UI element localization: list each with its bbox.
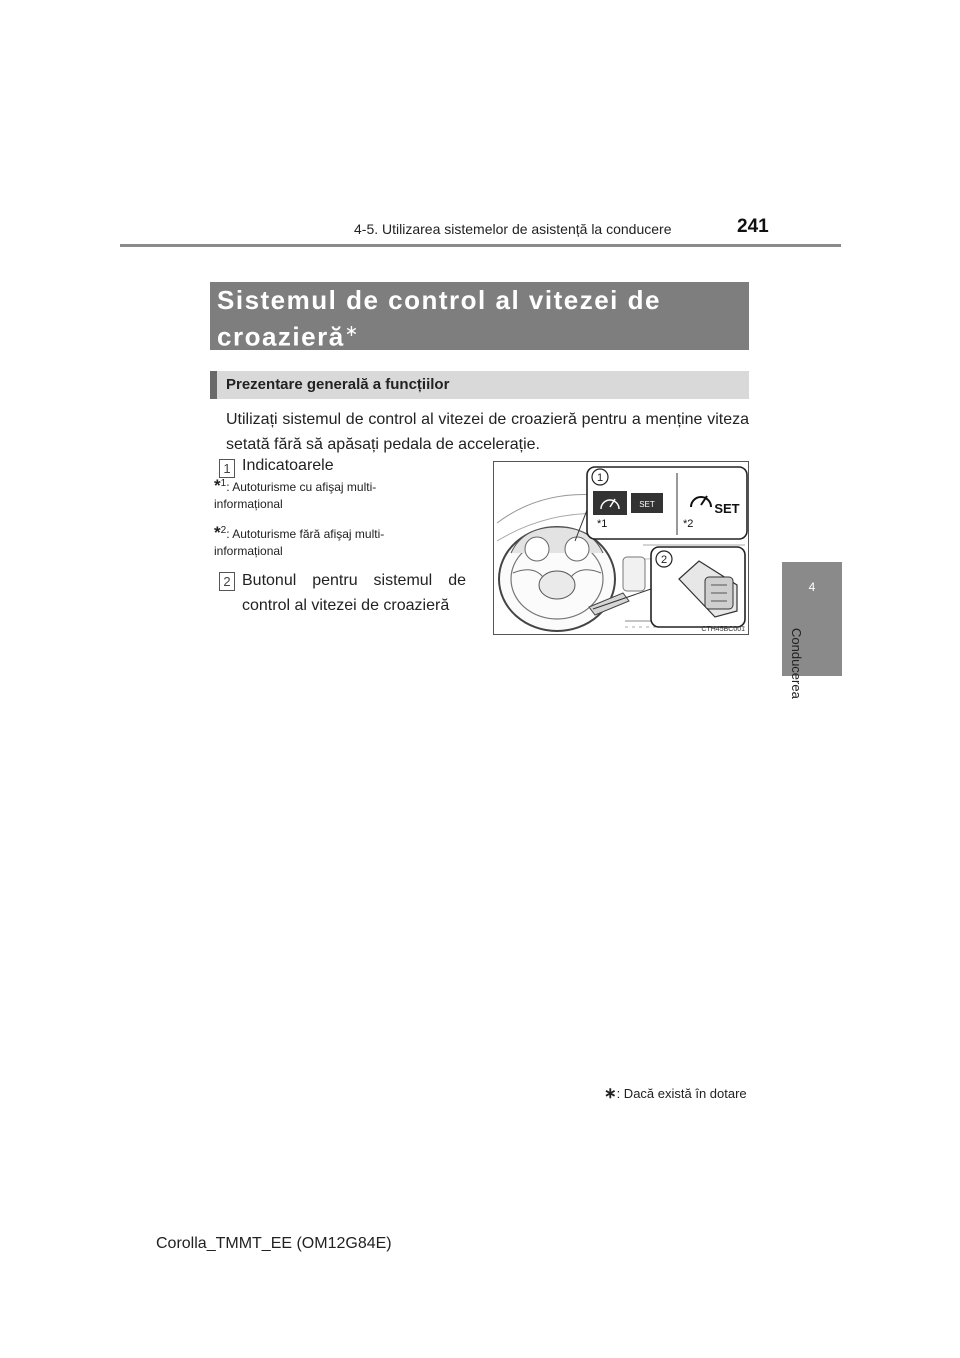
note-2-mark: 2 [220,525,227,536]
page-title-text: Sistemul de control al vitezei de croazieră [217,285,661,352]
set-indicator-small: SET [639,500,655,509]
section-header: 4-5. Utilizarea sistemelor de asistență la conducere [354,221,672,237]
subsection-title: Prezentare generală a funcțiilor [226,376,450,393]
figure-star-1: *1 [597,518,608,530]
header-divider [120,244,841,247]
note-1-text: : Autoturisme cu afişaj multi-informațional [214,480,377,511]
item-label-2: Butonul pentru sistemul de control al vitezei de croazieră [242,572,466,614]
footnote-text: : Dacă există în dotare [616,1086,747,1101]
item-number-2: 2 [219,572,235,591]
document-footer: Corolla_TMMT_EE (OM12G84E) [156,1235,392,1252]
footnote-star: ∗ [604,1085,617,1102]
set-indicator-large: SET [714,501,740,516]
footnote [604,1084,747,1102]
chapter-label-text: Conducerea [789,628,804,699]
callout-2-number: 2 [660,554,668,566]
figure-star-2: *2 [683,518,694,530]
subsection-accent [210,371,217,399]
chapter-label [790,628,806,718]
steering-wheel-illustration [493,461,749,635]
note-2-text: : Autoturisme fără afişaj multi-informațional [214,527,385,558]
page-number: 241 [737,216,769,237]
item-label-1: Indicatoarele [242,457,334,474]
note-1-mark: 1 [220,478,227,489]
note-2 [214,522,444,560]
page-title [217,285,737,353]
callout-1-number: 1 [596,472,604,484]
note-1 [214,475,444,513]
note-1-star: * [214,476,221,495]
note-2-star: * [214,523,221,542]
item-number-1: 1 [219,459,235,478]
intro-paragraph: Utilizați sistemul de control al vitezei de croazieră pentru a menține viteza setată fără să apăsați pedala de accelerație. [226,411,749,453]
figure-code: CTH45BC001 [701,626,745,633]
chapter-number: 4 [808,580,816,594]
title-marker: ∗ [344,323,360,340]
